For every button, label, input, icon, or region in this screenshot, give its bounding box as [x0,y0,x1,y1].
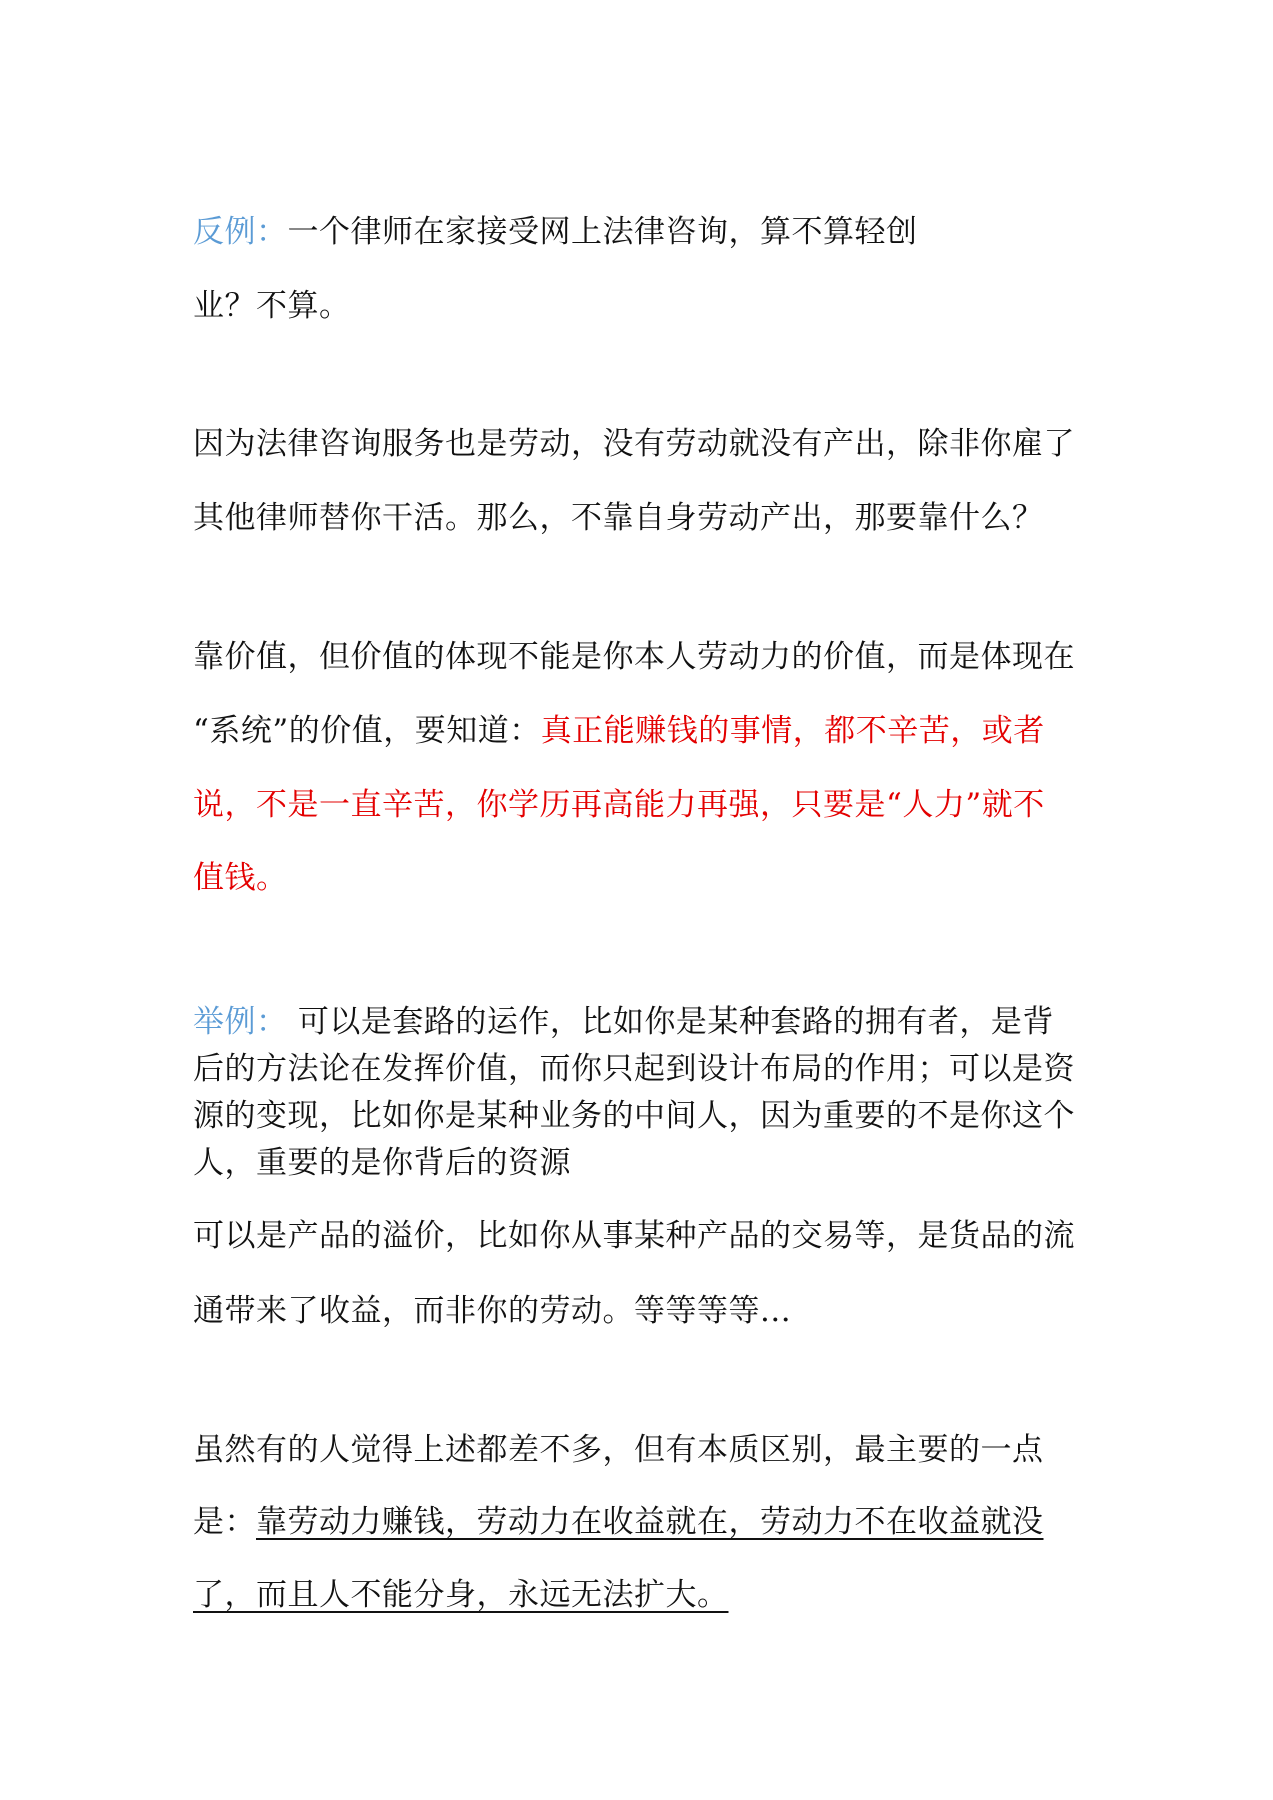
reason-line-2: 其他律师替你干活。那么，不靠自身劳动产出，那要靠什么？ [193,500,1044,536]
conclusion-line-1: 虽然有的人觉得上述都差不多，但有本质区别，最主要的一点 [193,1432,1044,1468]
example-line-5: 可以是产品的溢价，比如你从事某种产品的交易等，是货品的流 [193,1218,1075,1254]
example-line-6: 通带来了收益，而非你的劳动。等等等等... [193,1293,792,1329]
example-line-1 [193,1002,1054,1042]
conclusion-line-3 [193,1575,729,1615]
counter-example-text: 一个律师在家接受网上法律咨询，算不算轻创 [287,214,918,250]
value-emphasis-line-4: 值钱。 [193,860,288,896]
value-emphasis-start: 真正能赚钱的事情，都不辛苦，或者 [540,713,1045,749]
counter-example-label: 反例： [193,214,288,250]
example-line-2: 后的方法论在发挥价值，而你只起到设计布局的作用；可以是资 [193,1051,1075,1087]
reason-line-1: 因为法律咨询服务也是劳动，没有劳动就没有产出，除非你雇了 [193,426,1075,462]
conclusion-line-2 [193,1502,1044,1542]
value-line-2 [193,711,1045,751]
value-line-1: 靠价值，但价值的体现不能是你本人劳动力的价值，而是体现在 [193,639,1075,675]
example-label: 举例： [193,1004,288,1040]
example-line-3: 源的变现，比如你是某种业务的中间人，因为重要的不是你这个 [193,1098,1075,1134]
value-line-2-plain: “系统”的价值，要知道： [193,713,541,749]
example-text-1: 可以是套路的运作，比如你是某种套路的拥有者，是背 [287,1004,1054,1040]
conclusion-underlined-start: 靠劳动力赚钱，劳动力在收益就在，劳动力不在收益就没 [256,1504,1044,1540]
value-emphasis-line-3: 说，不是一直辛苦，你学历再高能力再强，只要是“人力”就不 [193,787,1045,823]
conclusion-underlined-end: 了，而且人不能分身，永远无法扩大。 [193,1577,729,1613]
conclusion-line-2-plain: 是： [193,1504,256,1540]
example-line-4: 人，重要的是你背后的资源 [193,1145,571,1181]
counter-example-line-1 [193,212,918,252]
counter-example-line-2: 业？不算。 [193,288,351,324]
